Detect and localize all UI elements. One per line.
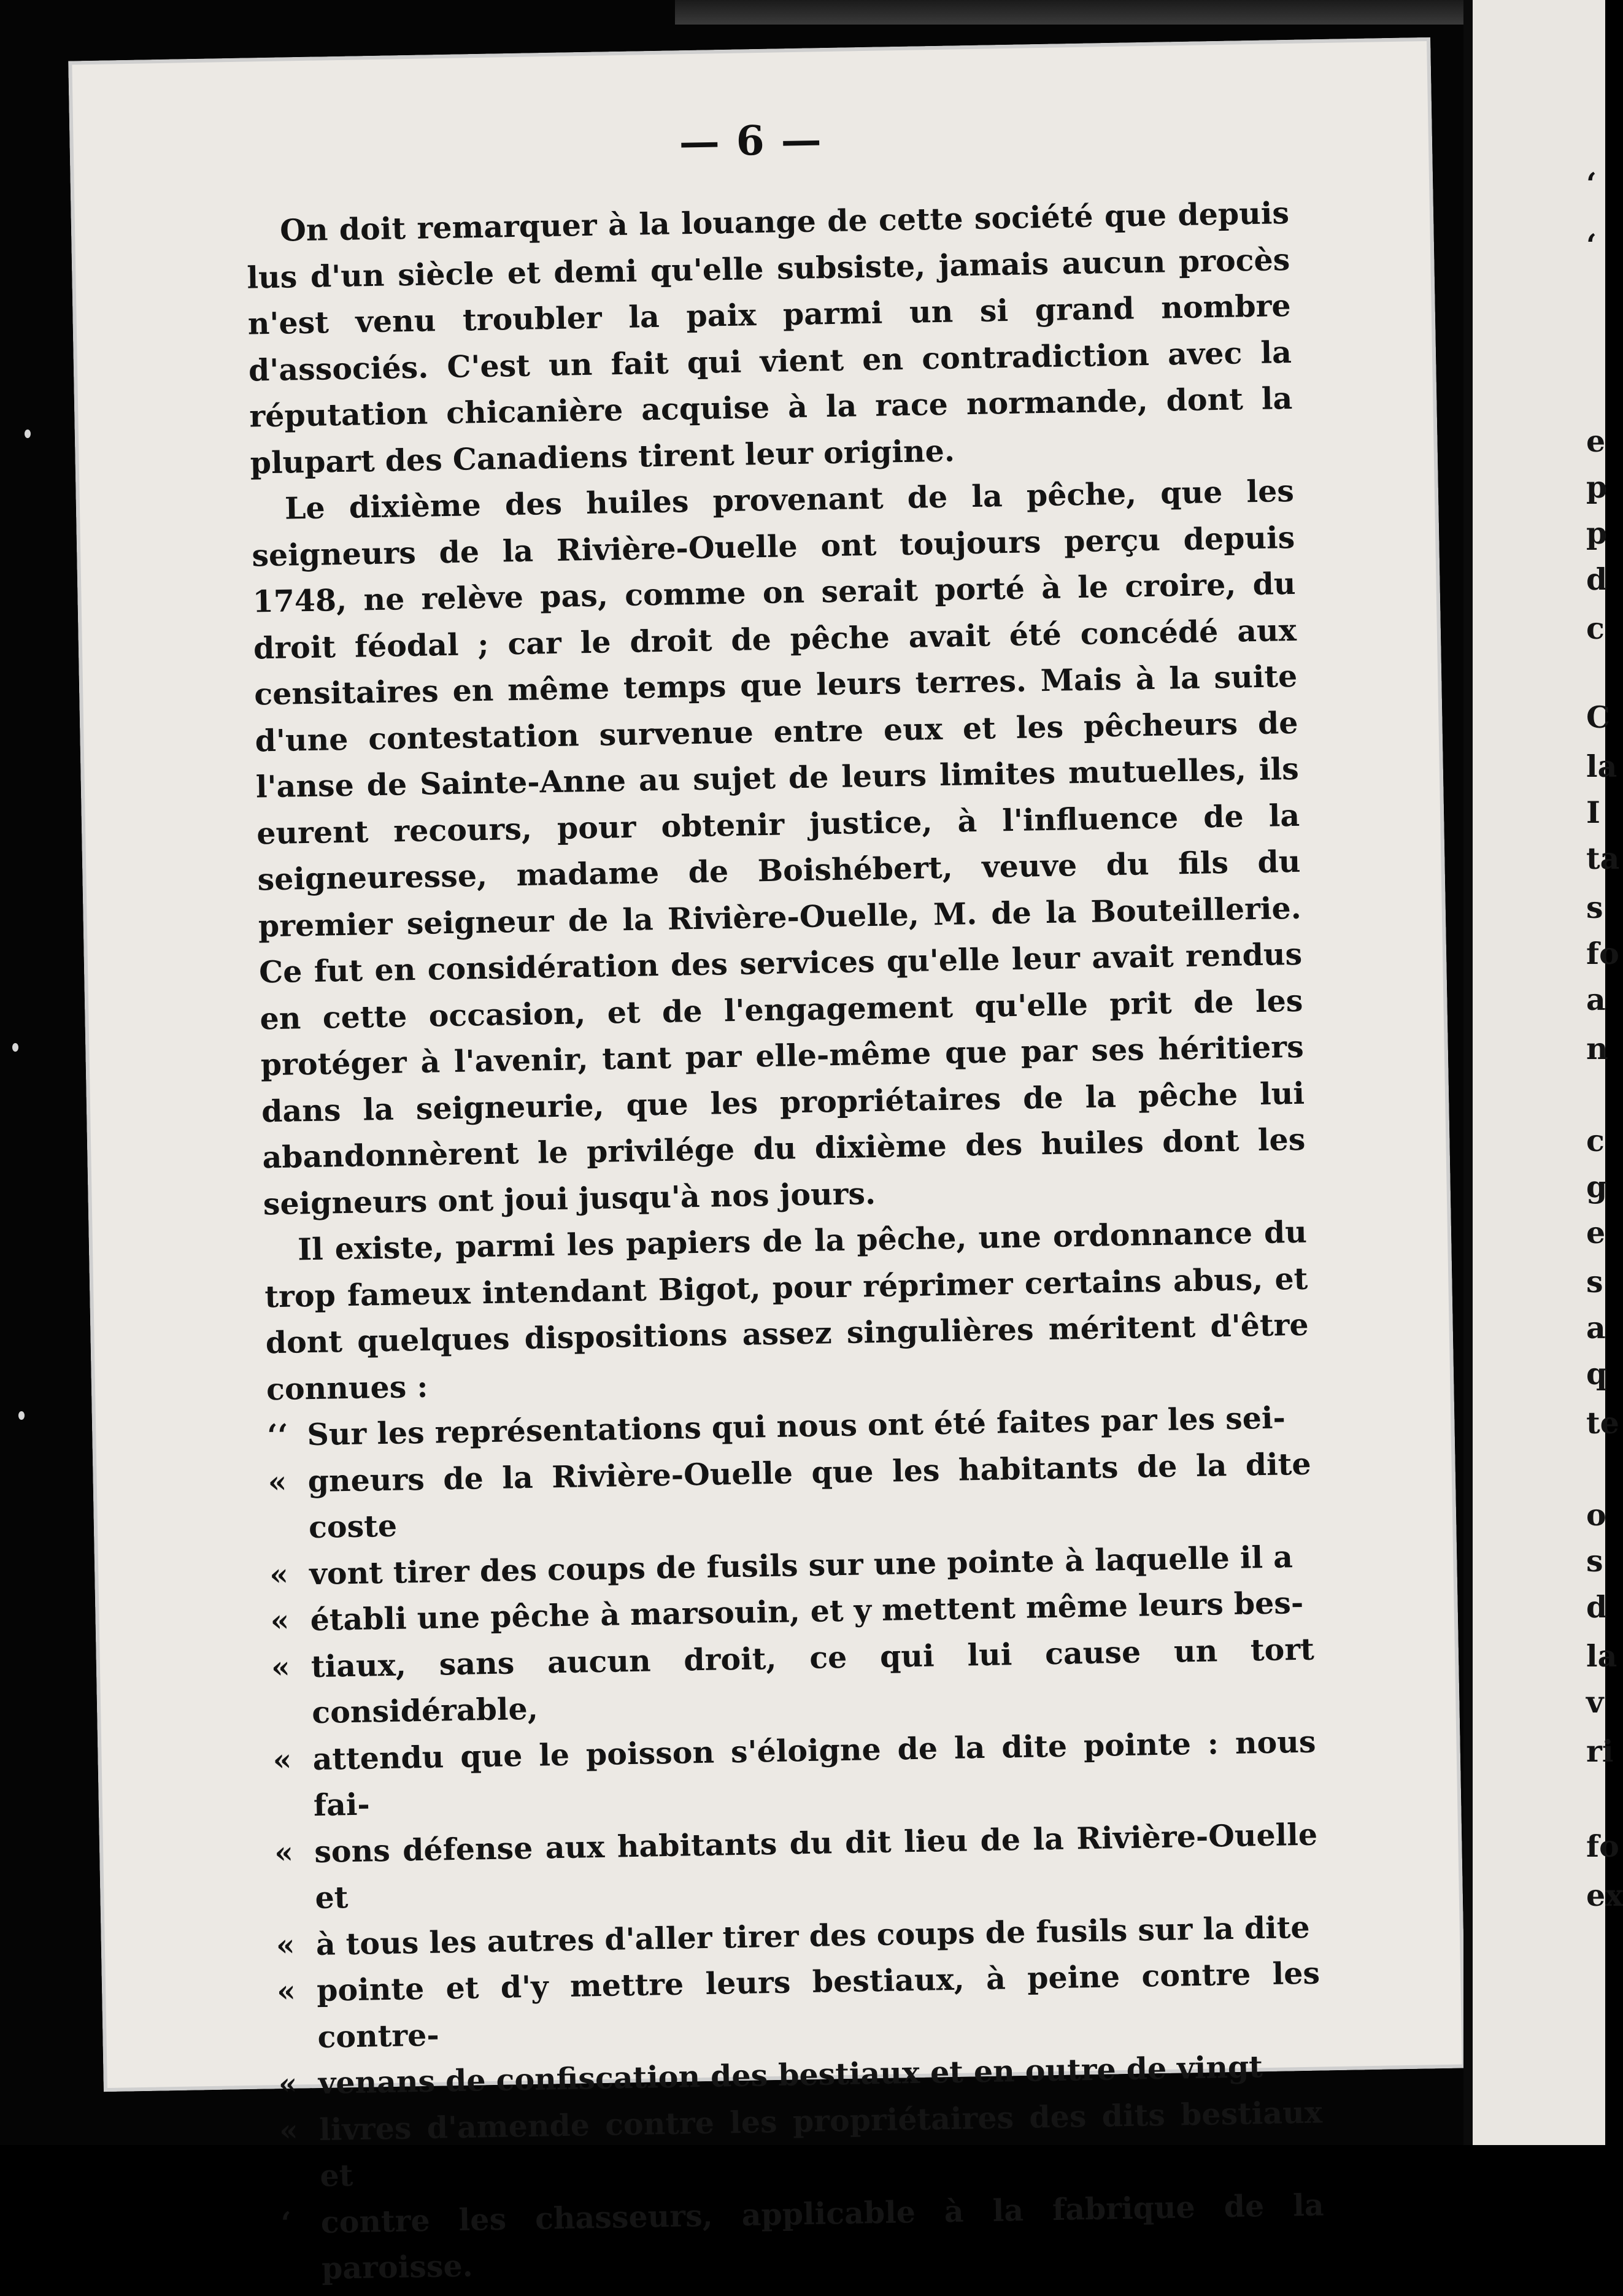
adjacent-page-fragment: e [1586, 423, 1606, 459]
scan-speck [25, 430, 31, 438]
quote-text: contre les chasseurs, applicable à la fabrique de la paroisse. [320, 2186, 1325, 2286]
adjacent-page-fragment: ta [1586, 841, 1620, 876]
adjacent-page-fragment: c [1586, 1123, 1605, 1158]
quote-text: gneurs de la Rivière-Ouelle que les habitants de la dite coste [307, 1446, 1311, 1546]
quote-mark: « [272, 1741, 292, 1778]
quote-text: attendu que le poisson s'éloigne de la dite pointe : nous fai- [312, 1724, 1316, 1824]
quote-mark: « [270, 1602, 290, 1639]
quote-text: vont tirer des coups de fusils sur une pointe à laquelle il a [309, 1538, 1293, 1592]
quote-mark: « [276, 1927, 296, 1963]
adjacent-page-fragment: e [1586, 1215, 1606, 1250]
adjacent-page-fragment: d [1586, 1589, 1608, 1625]
quote-line [279, 2089, 1324, 2200]
quote-mark: « [269, 1556, 289, 1592]
adjacent-page-fragment: ‘ [1586, 227, 1597, 263]
adjacent-page-fragment: a [1586, 982, 1606, 1017]
adjacent-page-fragment: la [1586, 1638, 1617, 1674]
adjacent-page-fragment: ‘ [1586, 166, 1597, 201]
adjacent-page-fragment: d [1586, 561, 1608, 597]
adjacent-page-fragment: C [1586, 699, 1610, 735]
adjacent-page-fragment: fo [1586, 936, 1619, 971]
adjacent-page-fragment: n [1586, 1031, 1608, 1066]
scan-speck [18, 1411, 25, 1420]
adjacent-page-fragment: g [1586, 1169, 1608, 1204]
adjacent-page-fragment: p [1586, 515, 1608, 551]
adjacent-page-fragment: v [1586, 1684, 1604, 1720]
adjacent-page-fragment: p [1586, 469, 1608, 505]
quote-mark: « [278, 2065, 298, 2102]
quote-text: sons défense aux habitants du dit lieu de la Rivière-Ouelle et [314, 1816, 1318, 1916]
adjacent-page-fragment: fo [1586, 1828, 1619, 1864]
adjacent-page-fragment: s [1586, 890, 1603, 925]
quote-line [277, 1951, 1321, 2062]
scan-speck [12, 1043, 18, 1052]
adjacent-page-fragment: o [1586, 1497, 1606, 1533]
adjacent-page-fragment: la [1586, 749, 1617, 784]
paragraph: Il existe, parmi les papiers de la pêche, une ordonnance du trop fameux intendant Bigot, pour réprimer certains abus, et dont quelques dispositions assez singulières méritent d'être connues : [264, 1214, 1309, 1407]
quote-line [280, 2182, 1325, 2293]
quote-mark: « [274, 1834, 294, 1870]
quote-mark: ‘ [280, 2205, 292, 2241]
book-page [68, 37, 1465, 2286]
paragraph: Le dixième des huiles provenant de la pêche, que les seigneurs de la Rivière-Ouelle ont toujours perçu depuis 1748, ne relève pas, comme on serait porté à le croire, du droit féodal ; car le droit de pêche avait été concédé aux censitaires en même temps que leurs terres. Mais à la suite d'une contestation survenue entre eux et les pêcheurs de l'anse de Sainte-Anne au sujet de leurs limites mutuelles, ils eurent recours, pour obtenir justice, à l'influence de la seigneuresse, madame de Boishébert, veuve du fils du premier seigneur de la Rivière-Ouelle, M. de la Bouteillerie. Ce fut en considération des services qu'elle leur avait rendus en cette occasion, et de l'engagement qu'elle prit de les protéger à l'avenir, tant par elle-même que par ses héritiers dans la seigneurie, que les propriétaires de la pêche lui abandonnèrent le privilége du dixième des huiles dont les seigneurs ont joui jusqu'à nos jours. [251, 472, 1306, 1222]
quote-mark: « [276, 1973, 296, 2009]
quote-line [271, 1626, 1315, 1737]
adjacent-page-fragment: I [1586, 795, 1600, 830]
quote-text: Sur les représentations qui nous ont été faites par les sei- [306, 1400, 1286, 1453]
adjacent-page-edge [1473, 0, 1608, 2145]
page-number: — 6 — [679, 115, 823, 166]
adjacent-page-fragment: te [1586, 1405, 1619, 1441]
quote-mark: « [268, 1463, 287, 1500]
quote-mark: « [279, 2112, 299, 2148]
adjacent-page-fragment: c [1586, 611, 1605, 646]
paragraph: On doit remarquer à la louange de cette société que depuis lus d'un siècle et demi qu'elle subsiste, jamais aucun procès n'est venu troubler la paix parmi un si grand nombre d'associés. C'est un fait qui vient en contradiction avec la réputation chicanière acquise à la race normande, dont la plupart des Canadiens tirent leur origine. [246, 195, 1293, 481]
body-text [246, 190, 1325, 2293]
quote-line [268, 1441, 1312, 1552]
adjacent-page-fragment: s [1586, 1543, 1603, 1579]
quote-line [272, 1719, 1317, 1830]
quote-text: venans de confiscation des bestiaux et en outre de vingt [318, 2049, 1263, 2101]
quote-text: livres d'amende contre les propriétaires des dits bestiaux et [318, 2094, 1323, 2194]
quote-text: établi une pêche à marsouin, et y mettent même leurs bes- [310, 1584, 1304, 1638]
adjacent-page-fragment: s [1586, 1264, 1603, 1300]
adjacent-page-fragment: a [1586, 1310, 1606, 1346]
adjacent-page-fragment: q [1586, 1356, 1608, 1392]
quote-text: pointe et d'y mettre leurs bestiaux, à peine contre les contre- [316, 1955, 1320, 2055]
adjacent-page-fragment: ri [1586, 1733, 1614, 1769]
quote-mark: ‘‘ [266, 1417, 289, 1454]
quote-line [274, 1811, 1319, 1922]
quoted-ordinance [267, 1395, 1325, 2293]
adjacent-page-fragment: ex [1586, 1878, 1623, 1913]
quote-text: tiaux, sans aucun droit, ce qui lui cause un tort considérable, [310, 1631, 1315, 1731]
quote-text: à tous les autres d'aller tirer des coups de fusils sur la dite [315, 1909, 1311, 1962]
quote-mark: « [271, 1649, 291, 1685]
